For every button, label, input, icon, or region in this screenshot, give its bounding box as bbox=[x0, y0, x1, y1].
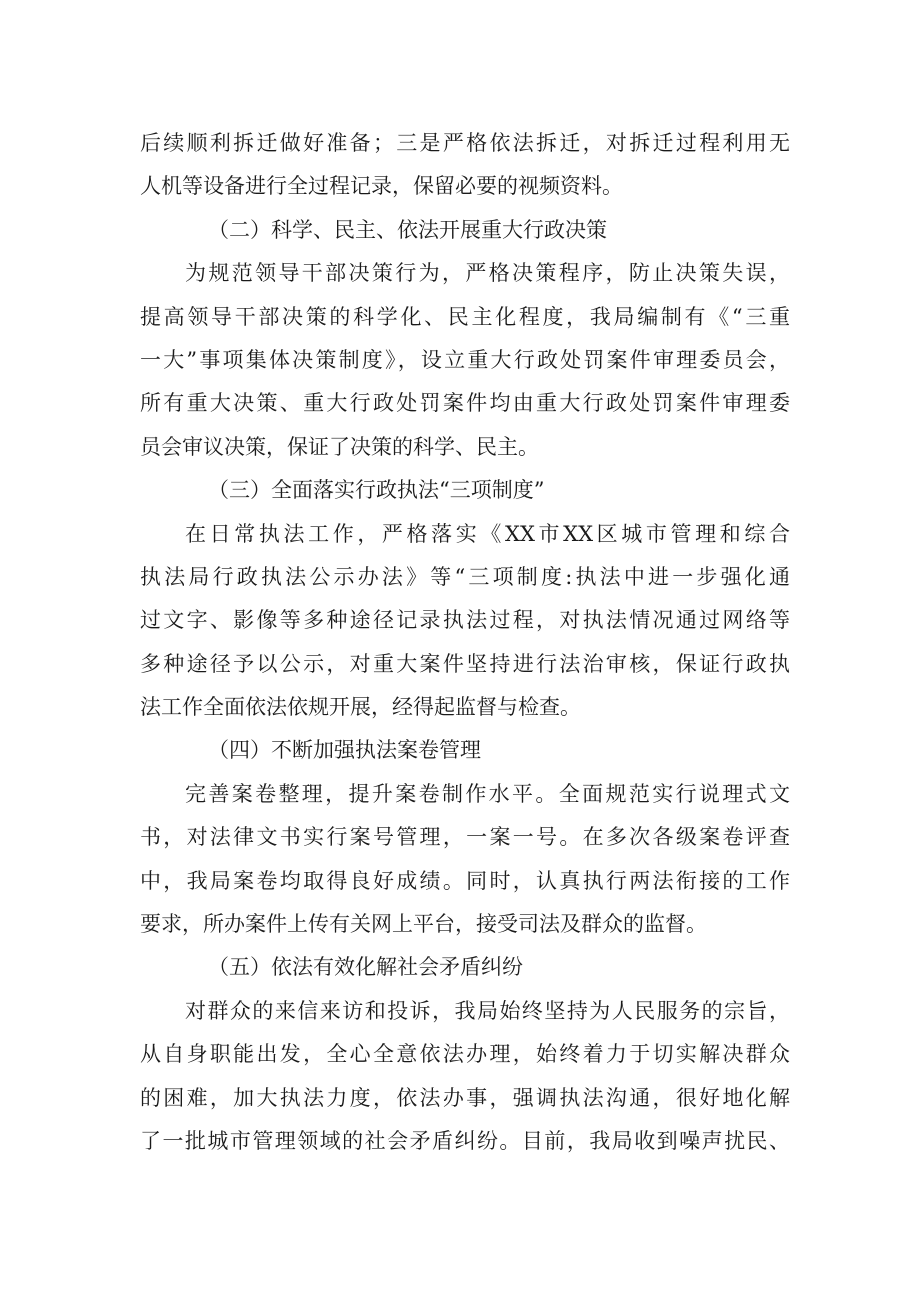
section-heading: （五）依法有效化解社会矛盾纠纷 bbox=[208, 955, 523, 980]
text-line: 后续顺利拆迁做好准备；三是严格依法拆迁，对拆迁过程利用无 bbox=[140, 131, 790, 155]
text-line: 要求，所办案件上传有关网上平台，接受司法及群众的监督。 bbox=[140, 912, 707, 937]
text-line: 所有重大决策、重大行政处罚案件均由重大行政处罚案件审理委 bbox=[140, 391, 790, 416]
section-heading: （二）科学、民主、依法开展重大行政决策 bbox=[208, 217, 607, 242]
section-heading: （四）不断加强执法案卷管理 bbox=[208, 738, 481, 763]
text-line: 书，对法律文书实行案号管理，一案一号。在多次各级案卷评查 bbox=[140, 825, 790, 850]
text-line: 提高领导干部决策的科学化、民主化程度，我局编制有《“三重 bbox=[140, 304, 790, 329]
text-line: 在日常执法工作，严格落实《XX市XX区城市管理和综合 bbox=[185, 521, 790, 546]
document-page bbox=[140, 122, 790, 1163]
text-line: 法工作全面依法依规开展，经得起监督与检查。 bbox=[140, 695, 581, 720]
text-line: 的困难，加大执法力度，依法办事，强调执法沟通，很好地化解 bbox=[140, 1085, 790, 1110]
text-line: 一大”事项集体决策制度》，设立重大行政处罚案件审理委员会， bbox=[140, 347, 790, 372]
section-heading: （三）全面落实行政执法“三项制度” bbox=[208, 478, 545, 503]
text-line: 员会审议决策，保证了决策的科学、民主。 bbox=[140, 434, 539, 459]
text-line: 为规范领导干部决策行为，严格决策程序，防止决策失误， bbox=[185, 261, 790, 286]
text-line: 完善案卷整理，提升案卷制作水平。全面规范实行说理式文 bbox=[185, 781, 790, 806]
text-line: 中，我局案卷均取得良好成绩。同时，认真执行两法衔接的工作 bbox=[140, 868, 790, 893]
text-line: 多种途径予以公示，对重大案件坚持进行法治审核，保证行政执 bbox=[140, 651, 790, 676]
text-line: 执法局行政执法公示办法》等“三项制度:执法中进一步强化通 bbox=[140, 564, 790, 589]
text-line: 过文字、影像等多种途径记录执法过程，对执法情况通过网络等 bbox=[140, 608, 790, 633]
text-line: 人机等设备进行全过程记录，保留必要的视频资料。 bbox=[140, 174, 623, 199]
text-line: 从自身职能出发，全心全意依法办理，始终着力于切实解决群众 bbox=[140, 1042, 790, 1067]
text-line: 了一批城市管理领域的社会矛盾纠纷。目前，我局收到噪声扰民、 bbox=[140, 1128, 790, 1153]
text-line: 对群众的来信来访和投诉，我局始终坚持为人民服务的宗旨， bbox=[185, 998, 790, 1023]
